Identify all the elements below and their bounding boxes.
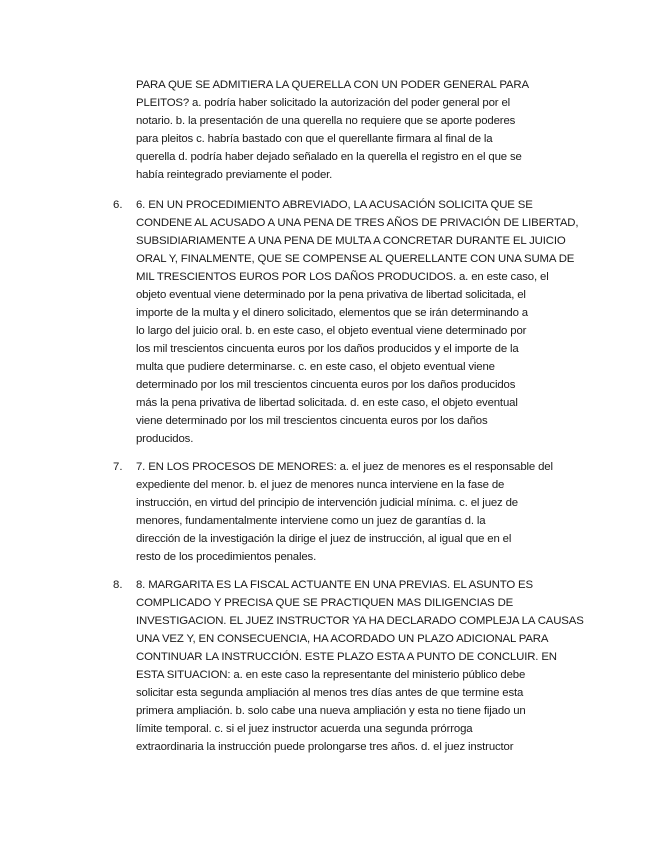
text-line: CONTINUAR LA INSTRUCCIÓN. ESTE PLAZO ESTA A PUNTO DE CONCLUIR. EN [136, 651, 557, 663]
text-line: producidos. [136, 433, 194, 445]
text-line: dirección de la investigación la dirige el juez de instrucción, al igual que en el [136, 533, 512, 545]
question-8-number: 8. [113, 579, 123, 591]
text-line: multa que pudiere determinarse. c. en este caso, el objeto eventual viene [136, 361, 495, 373]
text-line: CONDENE AL ACUSADO A UNA PENA DE TRES AÑOS DE PRIVACIÓN DE LIBERTAD, [136, 217, 579, 229]
text-line: MIL TRESCIENTOS EUROS POR LOS DAÑOS PRODUCIDOS. a. en este caso, el [136, 271, 549, 283]
intro-paragraph [136, 76, 562, 184]
text-line: instrucción, en virtud del principio de intervención judicial mínima. c. el juez de [136, 497, 518, 509]
text-line: notario. b. la presentación de una querella no requiere que se aporte poderes [136, 115, 516, 127]
question-7-number: 7. [113, 461, 123, 473]
question-7 [136, 458, 562, 566]
text-line: límite temporal. c. si el juez instructor acuerda una segunda prórroga [136, 723, 473, 735]
text-line: más la pena privativa de libertad solicitada. d. en este caso, el objeto eventual [136, 397, 518, 409]
text-line: ESTA SITUACION: a. en este caso la representante del ministerio público debe [136, 669, 526, 681]
text-line: determinado por los mil trescientos cincuenta euros por los daños producidos [136, 379, 516, 391]
text-line: objeto eventual viene determinado por la pena privativa de libertad solicitada, el [136, 289, 526, 301]
text-line: expediente del menor. b. el juez de menores nunca interviene en la fase de [136, 479, 505, 491]
question-6-number: 6. [113, 199, 123, 211]
text-line: UNA VEZ Y, EN CONSECUENCIA, HA ACORDADO UN PLAZO ADICIONAL PARA [136, 633, 549, 645]
text-line: importe de la multa y el dinero solicitado, elementos que se irán determinando a [136, 307, 528, 319]
text-line: menores, fundamentalmente interviene como un juez de garantías d. la [136, 515, 486, 527]
text-line: COMPLICADO Y PRECISA QUE SE PRACTIQUEN MAS DILIGENCIAS DE [136, 597, 514, 609]
text-line: resto de los procedimientos penales. [136, 551, 317, 563]
text-line: 6. EN UN PROCEDIMIENTO ABREVIADO, LA ACUSACIÓN SOLICITA QUE SE [136, 199, 533, 211]
text-line: querella d. podría haber dejado señalado en la querella el registro en el que se [136, 151, 522, 163]
text-line: viene determinado por los mil trescientos cincuenta euros por los daños [136, 415, 488, 427]
text-line: PARA QUE SE ADMITIERA LA QUERELLA CON UN PODER GENERAL PARA [136, 79, 529, 91]
question-8 [136, 576, 584, 756]
text-line: para pleitos c. habría bastado con que el querellante firmara al final de la [136, 133, 493, 145]
text-line: solicitar esta segunda ampliación al menos tres días antes de que termine esta [136, 687, 524, 699]
text-line: los mil trescientos cincuenta euros por los daños producidos y el importe de la [136, 343, 519, 355]
text-line: 8. MARGARITA ES LA FISCAL ACTUANTE EN UNA PREVIAS. EL ASUNTO ES [136, 579, 533, 591]
text-line: INVESTIGACION. EL JUEZ INSTRUCTOR YA HA DECLARADO COMPLEJA LA CAUSAS [136, 615, 584, 627]
text-line: había reintegrado previamente el poder. [136, 169, 333, 181]
text-line: PLEITOS? a. podría haber solicitado la autorización del poder general por el [136, 97, 511, 109]
text-line: primera ampliación. b. solo cabe una nueva ampliación y esta no tiene fijado un [136, 705, 526, 717]
text-line: SUBSIDIARIAMENTE A UNA PENA DE MULTA A CONCRETAR DURANTE EL JUICIO [136, 235, 566, 247]
text-line: lo largo del juicio oral. b. en este caso, el objeto eventual viene determinado por [136, 325, 527, 337]
text-line: extraordinaria la instrucción puede prolongarse tres años. d. el juez instructor [136, 741, 514, 753]
question-6 [136, 196, 579, 448]
text-line: ORAL Y, FINALMENTE, QUE SE COMPENSE AL QUERELLANTE CON UNA SUMA DE [136, 253, 575, 265]
text-line: 7. EN LOS PROCESOS DE MENORES: a. el juez de menores es el responsable del [136, 461, 553, 473]
